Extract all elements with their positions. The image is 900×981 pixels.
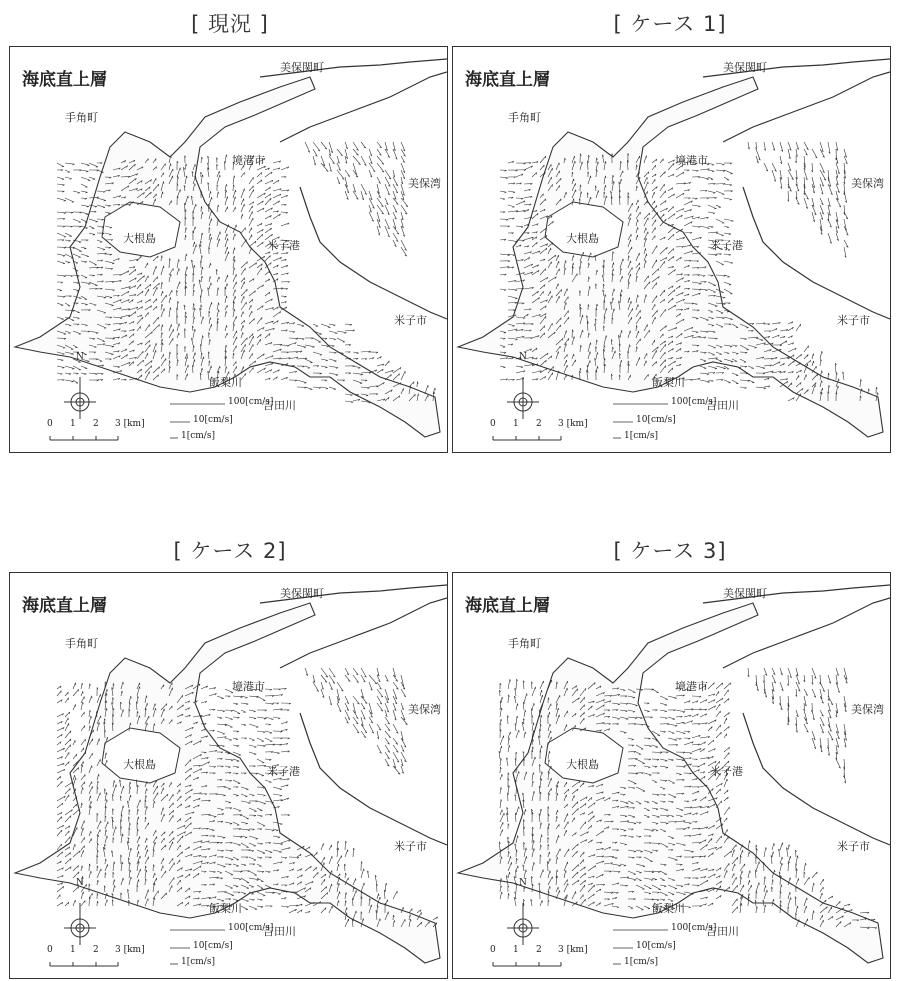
scale-bar: [50, 962, 118, 966]
label-sakaiminato: 境港市: [232, 154, 265, 167]
label-mihowan: 美保湾: [851, 177, 884, 190]
label-yonagoko: 米子港: [267, 765, 300, 778]
legend-1cms: 1[cm/s]: [624, 957, 658, 967]
scale-tick-0: 0: [490, 419, 496, 429]
bay-map-svg: [453, 573, 890, 978]
scale-tick-0: 0: [47, 419, 53, 429]
label-iinashi: 飯梨川: [209, 376, 242, 389]
label-mihowan: 美保湾: [851, 703, 884, 716]
scale-tick-3: 3 [km]: [558, 945, 588, 955]
scale-tick-3: 3 [km]: [115, 945, 145, 955]
label-daikonjima: 大根島: [123, 232, 156, 245]
layer-label: 海底直上層: [22, 70, 107, 90]
north-label: N: [519, 352, 527, 362]
legend-100cms: 100[cm/s]: [671, 397, 717, 407]
map-panel-case3: [452, 572, 891, 979]
label-teshima: 手角町: [508, 637, 541, 650]
label-mihowan: 美保湾: [408, 177, 441, 190]
label-mihonoseki: 美保関町: [280, 587, 324, 600]
label-daikonjima: 大根島: [566, 232, 599, 245]
label-mihowan: 美保湾: [408, 703, 441, 716]
legend-100cms: 100[cm/s]: [228, 397, 274, 407]
legend-1cms: 1[cm/s]: [624, 431, 658, 441]
scale-tick-2: 2: [536, 945, 542, 955]
legend-10cms: 10[cm/s]: [636, 415, 676, 425]
miho-bay-shoreline: [280, 72, 447, 319]
label-yoshida: 吉田川: [706, 399, 739, 412]
label-sakaiminato: 境港市: [232, 680, 265, 693]
legend-10cms: 10[cm/s]: [193, 415, 233, 425]
legend-10cms: 10[cm/s]: [636, 941, 676, 951]
map-panel-case1: [452, 46, 891, 453]
label-iinashi: 飯梨川: [652, 376, 685, 389]
label-yoshida: 吉田川: [263, 925, 296, 938]
scale-tick-2: 2: [536, 419, 542, 429]
compass-icon: [64, 377, 96, 419]
scale-tick-1: 1: [513, 419, 519, 429]
scale-bar: [493, 436, 561, 440]
label-yonagoko: 米子港: [710, 765, 743, 778]
bay-map-svg: [453, 47, 890, 452]
layer-label: 海底直上層: [465, 596, 550, 616]
scale-tick-1: 1: [70, 945, 76, 955]
panel-title-case2: [ ケース 2]: [173, 539, 287, 563]
miho-bay-shoreline: [280, 598, 447, 845]
panel-title-current: [ 現況 ]: [191, 12, 269, 36]
scale-bar: [493, 962, 561, 966]
label-mihonoseki: 美保関町: [723, 61, 767, 74]
scale-tick-3: 3 [km]: [558, 419, 588, 429]
compass-icon: [64, 903, 96, 945]
panel-title-case3: [ ケース 3]: [613, 539, 727, 563]
compass-icon: [507, 903, 539, 945]
label-daikonjima: 大根島: [566, 758, 599, 771]
label-yonagoko: 米子港: [710, 239, 743, 252]
label-teshima: 手角町: [508, 111, 541, 124]
scale-tick-1: 1: [70, 419, 76, 429]
label-mihonoseki: 美保関町: [723, 587, 767, 600]
legend-100cms: 100[cm/s]: [671, 923, 717, 933]
scale-tick-0: 0: [47, 945, 53, 955]
label-mihonoseki: 美保関町: [280, 61, 324, 74]
scale-tick-2: 2: [93, 419, 99, 429]
label-yonagoshi: 米子市: [837, 314, 870, 327]
legend-1cms: 1[cm/s]: [181, 957, 215, 967]
label-daikonjima: 大根島: [123, 758, 156, 771]
label-sakaiminato: 境港市: [675, 154, 708, 167]
map-panel-case2: [9, 572, 448, 979]
label-yonagoshi: 米子市: [837, 840, 870, 853]
layer-label: 海底直上層: [465, 70, 550, 90]
north-label: N: [76, 352, 84, 362]
label-yonagoshi: 米子市: [394, 840, 427, 853]
compass-icon: [507, 377, 539, 419]
legend-1cms: 1[cm/s]: [181, 431, 215, 441]
label-yoshida: 吉田川: [706, 925, 739, 938]
bay-map-svg: [10, 573, 447, 978]
label-yonagoshi: 米子市: [394, 314, 427, 327]
scale-tick-3: 3 [km]: [115, 419, 145, 429]
scale-tick-0: 0: [490, 945, 496, 955]
panel-title-case1: [ ケース 1]: [613, 12, 727, 36]
north-label: N: [76, 878, 84, 888]
label-teshima: 手角町: [65, 111, 98, 124]
label-iinashi: 飯梨川: [652, 902, 685, 915]
scale-tick-1: 1: [513, 945, 519, 955]
scale-bar: [50, 436, 118, 440]
north-label: N: [519, 878, 527, 888]
label-yonagoko: 米子港: [267, 239, 300, 252]
label-sakaiminato: 境港市: [675, 680, 708, 693]
layer-label: 海底直上層: [22, 596, 107, 616]
scale-tick-2: 2: [93, 945, 99, 955]
label-yoshida: 吉田川: [263, 399, 296, 412]
legend-10cms: 10[cm/s]: [193, 941, 233, 951]
label-iinashi: 飯梨川: [209, 902, 242, 915]
label-teshima: 手角町: [65, 637, 98, 650]
legend-100cms: 100[cm/s]: [228, 923, 274, 933]
bay-map-svg: [10, 47, 447, 452]
map-panel-current: [9, 46, 448, 453]
